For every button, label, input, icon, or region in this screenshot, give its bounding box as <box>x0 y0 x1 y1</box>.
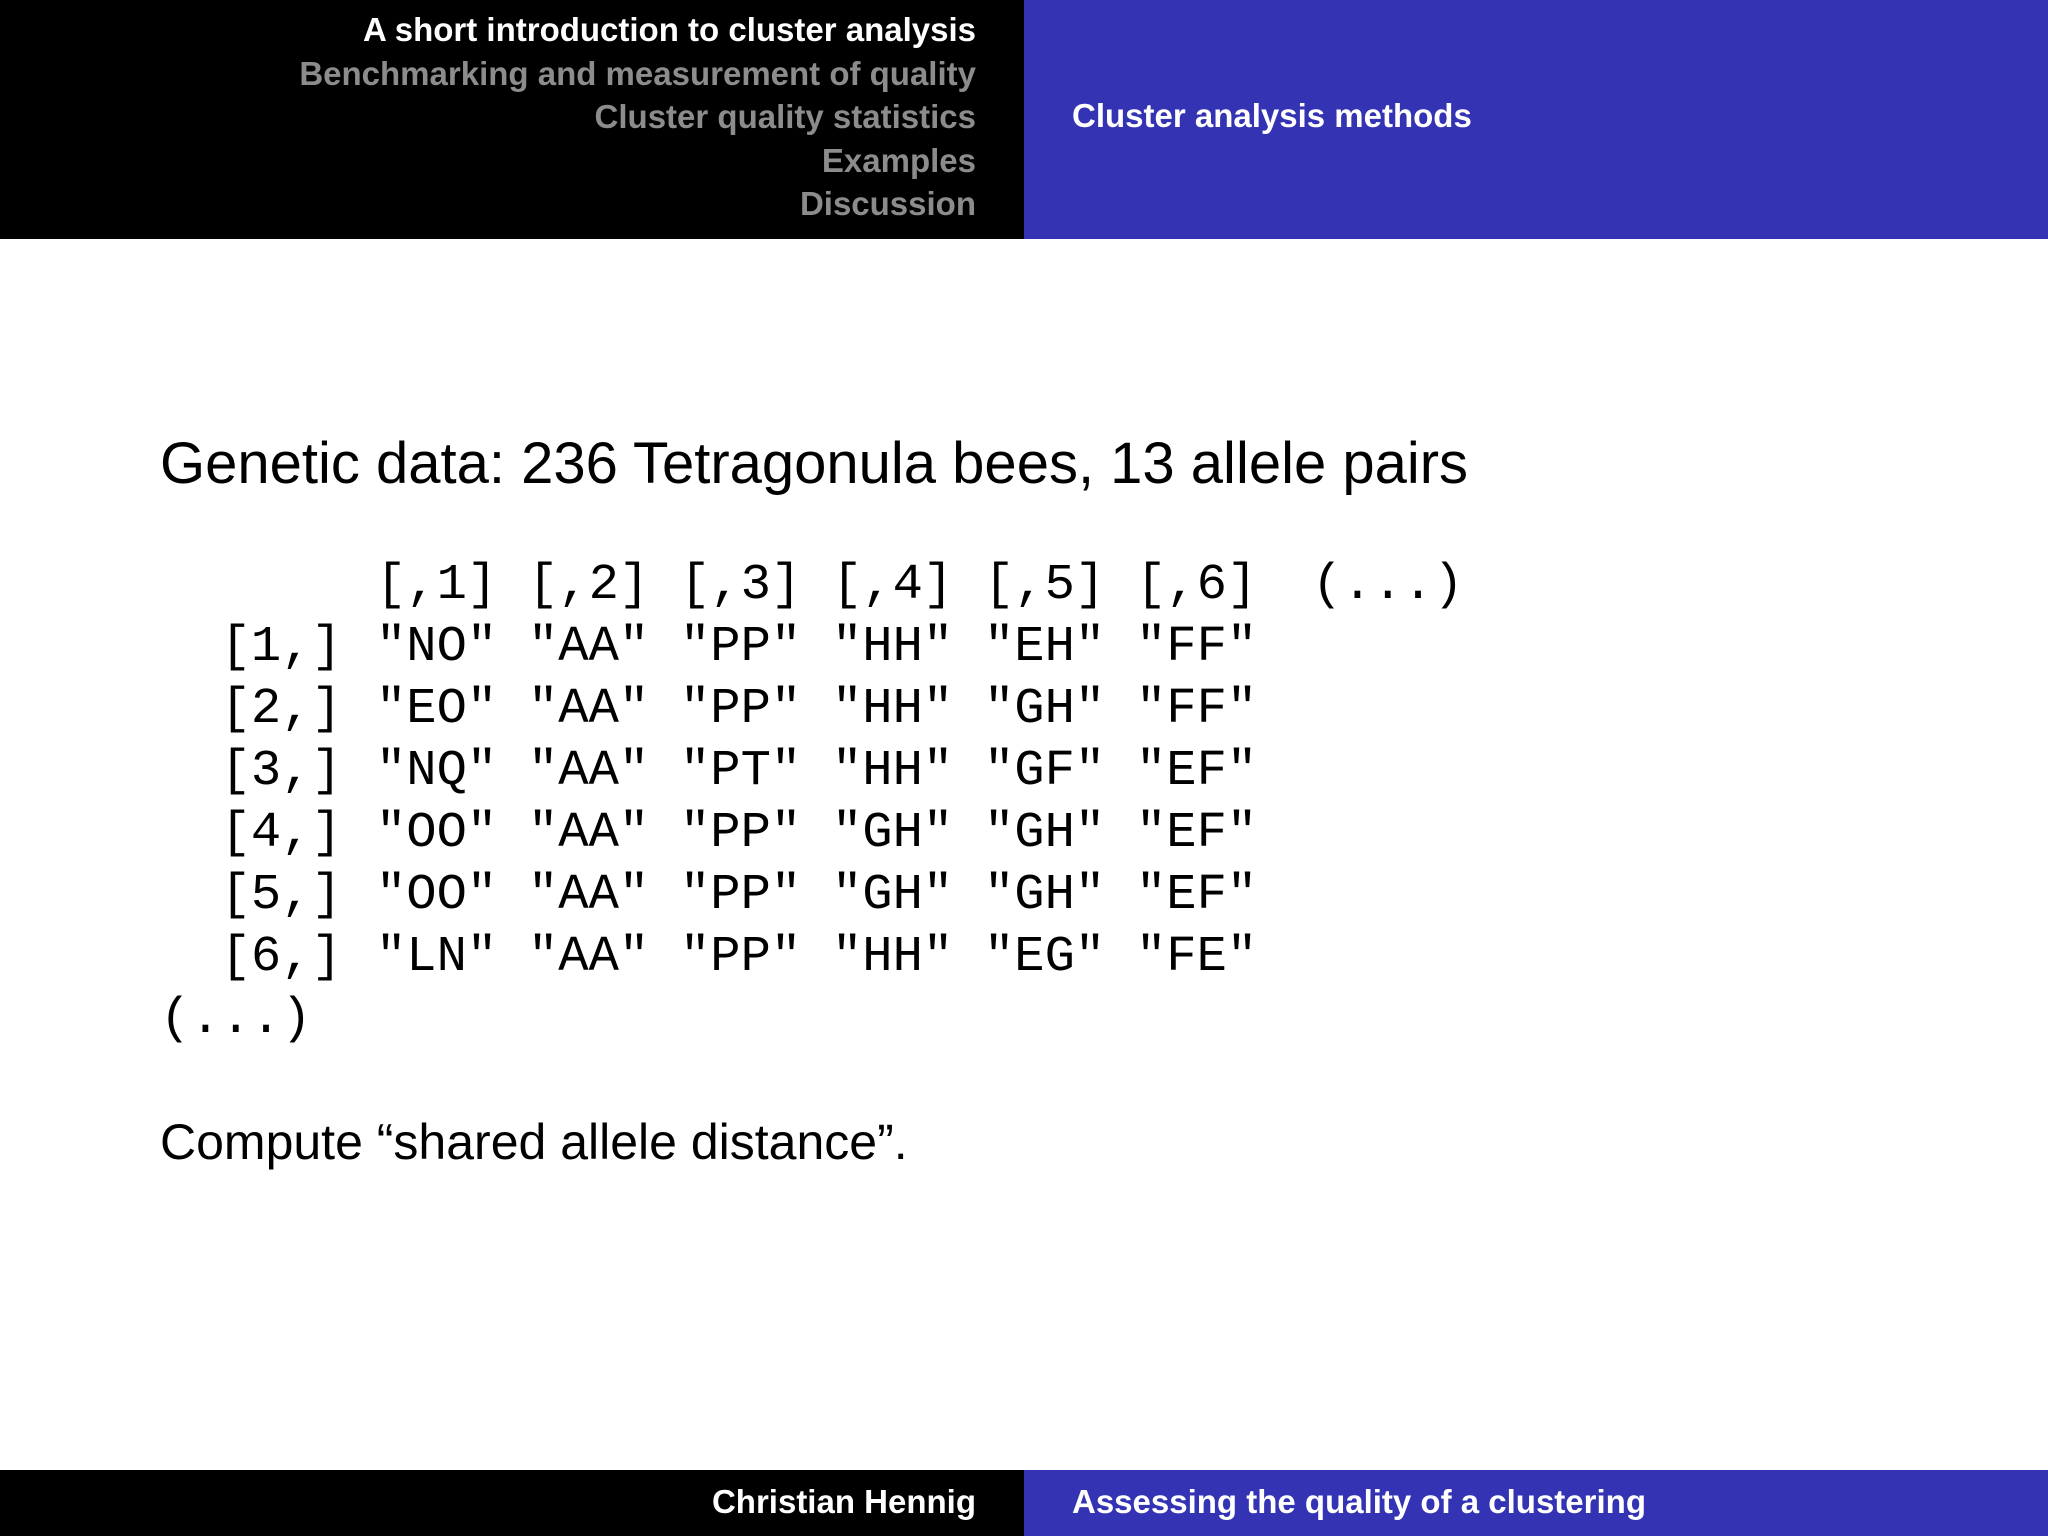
matrix-cell: "FF" <box>1136 681 1258 738</box>
matrix-cell: "HH" <box>832 619 954 676</box>
footer-talk-title: Assessing the quality of a clustering <box>1072 1483 1646 1520</box>
matrix-cell: "GH" <box>984 805 1106 862</box>
slide-body-text: Compute “shared allele distance”. <box>160 1114 908 1170</box>
matrix-cell: "NO" <box>376 619 498 676</box>
matrix-cell: "GH" <box>984 867 1106 924</box>
matrix-cell: "GH" <box>984 681 1106 738</box>
matrix-cell: "OO" <box>376 805 498 862</box>
slide-footer <box>0 1470 2048 1536</box>
header-section-panel <box>1024 0 2048 239</box>
matrix-cell: "PP" <box>680 929 802 986</box>
nav-item-introduction[interactable]: A short introduction to cluster analysis <box>362 11 976 48</box>
matrix-cell: "PP" <box>680 681 802 738</box>
matrix-cell: "AA" <box>528 743 650 800</box>
column-header: [,4] <box>832 557 954 614</box>
matrix-row <box>160 803 1464 865</box>
matrix-row <box>160 865 1464 927</box>
column-ellipsis: (...) <box>1312 557 1464 614</box>
footer-title-panel <box>1024 1470 2048 1536</box>
matrix-row <box>160 679 1464 741</box>
matrix-row <box>160 741 1464 803</box>
column-header: [,3] <box>680 557 802 614</box>
nav-item-examples[interactable]: Examples <box>821 141 976 179</box>
row-label: [3,] <box>220 743 342 800</box>
footer-author-panel <box>0 1470 1024 1536</box>
matrix-cell: "LN" <box>376 929 498 986</box>
subsection-title[interactable]: Cluster analysis methods <box>1072 97 1472 134</box>
matrix-cell: "NQ" <box>376 743 498 800</box>
matrix-cell: "AA" <box>528 805 650 862</box>
matrix-header-row <box>160 555 1464 617</box>
column-header: [,2] <box>528 557 650 614</box>
row-ellipsis: (...) <box>160 991 312 1048</box>
slide-header <box>0 0 2048 239</box>
column-header: [,1] <box>376 557 498 614</box>
slide-title: Genetic data: 236 Tetragonula bees, 13 allele pairs <box>160 431 1469 496</box>
matrix-cell: "EO" <box>376 681 498 738</box>
header-nav-panel <box>0 0 1024 239</box>
matrix-cell: "FF" <box>1136 619 1258 676</box>
column-header: [,6] <box>1136 557 1258 614</box>
column-header: [,5] <box>984 557 1106 614</box>
matrix-cell: "EF" <box>1136 805 1258 862</box>
row-label: [6,] <box>220 929 342 986</box>
matrix-cell: "GF" <box>984 743 1106 800</box>
r-matrix-output <box>160 555 1464 1051</box>
matrix-cell: "HH" <box>832 681 954 738</box>
row-label: [2,] <box>220 681 342 738</box>
matrix-cell: "AA" <box>528 867 650 924</box>
matrix-cell: "HH" <box>832 743 954 800</box>
row-label: [4,] <box>220 805 342 862</box>
row-label: [5,] <box>220 867 342 924</box>
matrix-cell: "PP" <box>680 619 802 676</box>
footer-author: Christian Hennig <box>711 1483 976 1520</box>
nav-item-benchmarking[interactable]: Benchmarking and measurement of quality <box>299 54 976 92</box>
matrix-cell: "EH" <box>984 619 1106 676</box>
matrix-row <box>160 617 1464 679</box>
matrix-cell: "GH" <box>832 867 954 924</box>
matrix-cell: "AA" <box>528 619 650 676</box>
matrix-cell: "PP" <box>680 805 802 862</box>
matrix-cell: "AA" <box>528 681 650 738</box>
matrix-cell: "PP" <box>680 867 802 924</box>
matrix-cell: "HH" <box>832 929 954 986</box>
matrix-row <box>160 927 1464 989</box>
row-label: [1,] <box>220 619 342 676</box>
matrix-cell: "EF" <box>1136 743 1258 800</box>
matrix-cell: "PT" <box>680 743 802 800</box>
matrix-cell: "GH" <box>832 805 954 862</box>
matrix-cell: "OO" <box>376 867 498 924</box>
matrix-cell: "EG" <box>984 929 1106 986</box>
matrix-cell: "EF" <box>1136 867 1258 924</box>
matrix-cell: "FE" <box>1136 929 1258 986</box>
nav-item-discussion[interactable]: Discussion <box>799 185 976 223</box>
section-navigation <box>299 8 976 226</box>
nav-item-quality-statistics[interactable]: Cluster quality statistics <box>594 98 976 136</box>
matrix-cell: "AA" <box>528 929 650 986</box>
